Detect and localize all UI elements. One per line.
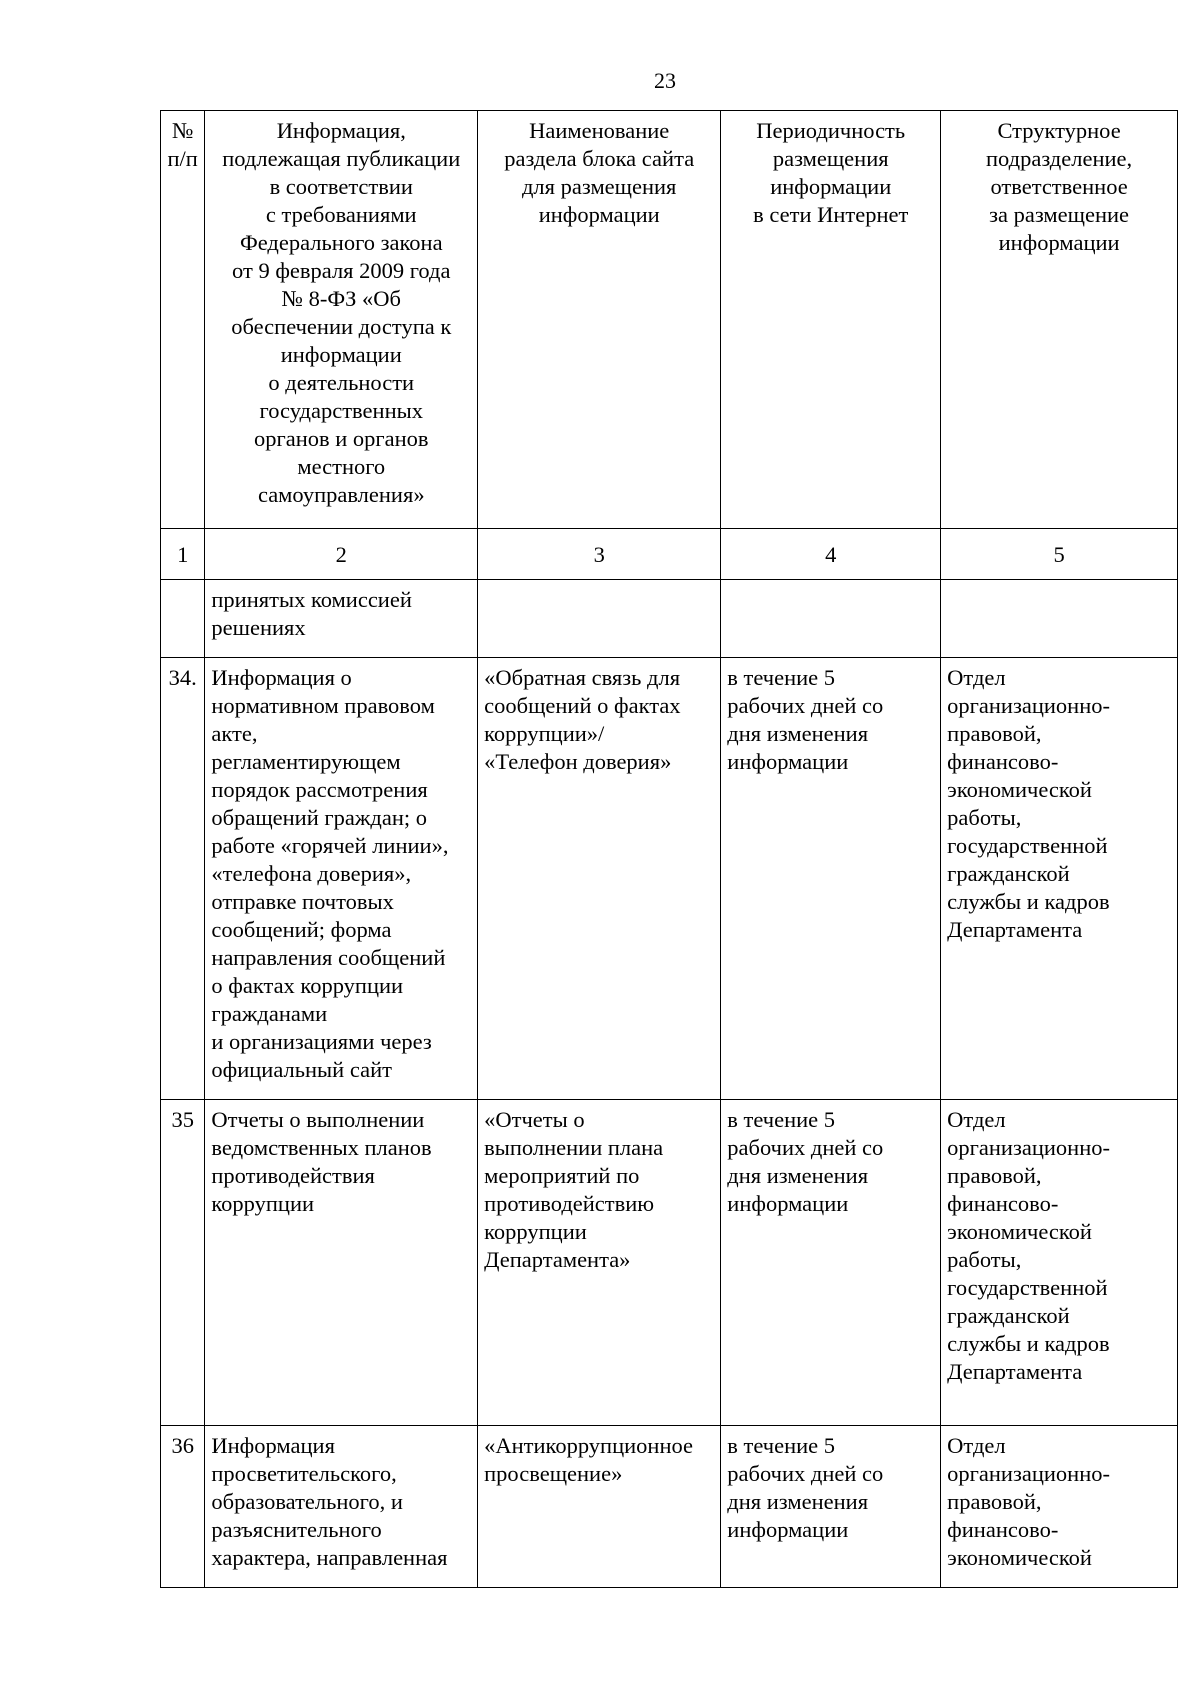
cell-text-line: в течение 5 xyxy=(727,1433,836,1458)
row-info xyxy=(205,1100,478,1426)
cell-text-line: Информация о xyxy=(211,665,352,690)
cell-text-line: рабочих дней со xyxy=(727,1135,884,1160)
page-number: 23 xyxy=(654,68,676,93)
header-section-name xyxy=(478,111,721,529)
table-header-row xyxy=(161,111,1178,529)
cell-text-line: государственных xyxy=(259,398,423,423)
cell-text-line: работе «горячей линии», xyxy=(211,833,449,858)
table-row xyxy=(161,658,1178,1100)
cell-text-line: рабочих дней со xyxy=(727,1461,884,1486)
cell-text-line: в соответствии xyxy=(269,174,413,199)
cell-text-line: финансово- xyxy=(947,749,1059,774)
cell-text-line: государственной xyxy=(947,1275,1108,1300)
cell-text-line: о деятельности xyxy=(268,370,415,395)
cell-text-line: обращений граждан; о xyxy=(211,805,427,830)
cell-text-line: направления сообщений xyxy=(211,945,446,970)
column-number: 2 xyxy=(205,529,478,580)
cell-text-line: информации xyxy=(727,1191,849,1216)
cell-text-line: Департамента» xyxy=(484,1247,631,1272)
cell-text-line: № 8-ФЗ «Об xyxy=(281,286,401,311)
cell-text-line: в течение 5 xyxy=(727,665,836,690)
column-number: 1 xyxy=(161,529,205,580)
cell-text-line: ведомственных планов xyxy=(211,1135,432,1160)
cell-text-line: просветительского, xyxy=(211,1461,397,1486)
table-row xyxy=(161,1100,1178,1426)
cell-text-line: решениях xyxy=(211,615,306,640)
cell-text-line: коррупции xyxy=(484,1219,587,1244)
cell-text-line: противодействию xyxy=(484,1191,655,1216)
cell-text-line: размещения xyxy=(772,146,889,171)
cell-text-line: Отдел xyxy=(947,1107,1006,1132)
cell-text-line: подразделение, xyxy=(986,146,1133,171)
cell-text-line: гражданской xyxy=(947,861,1070,886)
cell-text-line: ответственное xyxy=(990,174,1128,199)
cell-text-line: информации xyxy=(538,202,660,227)
cell-text-line: принятых комиссией xyxy=(211,587,412,612)
cell-text-line: «Отчеты о xyxy=(484,1107,585,1132)
cell-text-line: Отчеты о выполнении xyxy=(211,1107,425,1132)
row-unit xyxy=(941,1100,1178,1426)
cell-text-line: коррупции»/ xyxy=(484,721,605,746)
cell-text-line: местного xyxy=(297,454,386,479)
cell-text-line: финансово- xyxy=(947,1191,1059,1216)
column-number-row xyxy=(161,529,1178,580)
cell-text-line: с требованиями xyxy=(265,202,417,227)
cell-text-line: работы, xyxy=(947,805,1022,830)
row-number: 34. xyxy=(161,658,205,1100)
header-responsible-unit xyxy=(941,111,1178,529)
cell-text-line: информации xyxy=(280,342,402,367)
cell-text-line: в сети Интернет xyxy=(753,202,909,227)
information-table xyxy=(160,110,1178,1588)
cell-text-line: мероприятий по xyxy=(484,1163,640,1188)
cell-text-line: Информация, xyxy=(276,118,406,143)
cell-text-line: Отдел xyxy=(947,665,1006,690)
cell-text-line: просвещение» xyxy=(484,1461,623,1486)
cell-text-line: «телефона доверия», xyxy=(211,861,412,886)
cell-text-line: в течение 5 xyxy=(727,1107,836,1132)
cell-text-line: дня изменения xyxy=(727,1489,869,1514)
cell-text-line: «Обратная связь для xyxy=(484,665,681,690)
cell-text-line: отправке почтовых xyxy=(211,889,394,914)
cell-text-line: Федерального закона xyxy=(239,230,443,255)
cell-text-line: рабочих дней со xyxy=(727,693,884,718)
cell-text-line: дня изменения xyxy=(727,721,869,746)
cell-text-line: службы и кадров xyxy=(947,889,1110,914)
cell-text-line: подлежащая публикации xyxy=(222,146,461,171)
row-section xyxy=(478,1100,721,1426)
cell-text-line: информации xyxy=(770,174,892,199)
row-period xyxy=(721,1100,941,1426)
cell-text-line: раздела блока сайта xyxy=(504,146,695,171)
cell-text-line: информации xyxy=(998,230,1120,255)
cell-text-line: для размещения xyxy=(521,174,677,199)
cell-text-line: Периодичность xyxy=(756,118,906,143)
cell-text-line: от 9 февраля 2009 года xyxy=(232,258,451,283)
continuation-period xyxy=(721,580,941,658)
cell-text-line: коррупции xyxy=(211,1191,315,1216)
header-periodicity xyxy=(721,111,941,529)
cell-text-line: самоуправления» xyxy=(257,482,425,507)
cell-text-line: и организациями через xyxy=(211,1029,432,1054)
cell-text-line: Наименование xyxy=(529,118,670,143)
row-number: 35 xyxy=(161,1100,205,1426)
cell-text-line: экономической xyxy=(947,1219,1092,1244)
cell-text-line: организационно- xyxy=(947,1135,1111,1160)
cell-text-line: сообщений; форма xyxy=(211,917,392,942)
cell-text-line: правовой, xyxy=(947,1163,1042,1188)
cell-text-line: экономической xyxy=(947,1545,1092,1570)
cell-text-line: Отдел xyxy=(947,1433,1006,1458)
column-number: 5 xyxy=(941,529,1178,580)
cell-text-line: № xyxy=(171,118,194,143)
continuation-number xyxy=(161,580,205,658)
cell-text-line: органов и органов xyxy=(253,426,429,451)
cell-text-line: Структурное xyxy=(997,118,1121,143)
cell-text-line: за размещение xyxy=(989,202,1130,227)
row-period xyxy=(721,658,941,1100)
cell-text-line: нормативном правовом xyxy=(211,693,435,718)
cell-text-line: п/п xyxy=(167,146,198,171)
cell-text-line: о фактах коррупции xyxy=(211,973,404,998)
cell-text-line: «Телефон доверия» xyxy=(484,749,672,774)
cell-text-line: характера, направленная xyxy=(211,1545,448,1570)
row-section xyxy=(478,658,721,1100)
row-section xyxy=(478,1426,721,1588)
cell-text-line: Департамента xyxy=(947,917,1083,942)
cell-text-line: выполнении плана xyxy=(484,1135,664,1160)
cell-text-line: государственной xyxy=(947,833,1108,858)
cell-text-line: дня изменения xyxy=(727,1163,869,1188)
cell-text-line: гражданской xyxy=(947,1303,1070,1328)
header-number xyxy=(161,111,205,529)
cell-text-line: обеспечении доступа к xyxy=(231,314,452,339)
cell-text-line: финансово- xyxy=(947,1517,1059,1542)
row-info xyxy=(205,658,478,1100)
table-row xyxy=(161,1426,1178,1588)
continuation-row xyxy=(161,580,1178,658)
cell-text-line: работы, xyxy=(947,1247,1022,1272)
cell-text-line: экономической xyxy=(947,777,1092,802)
cell-text-line: сообщений о фактах xyxy=(484,693,681,718)
cell-text-line: организационно- xyxy=(947,1461,1111,1486)
cell-text-line: Информация xyxy=(211,1433,335,1458)
cell-text-line: Департамента xyxy=(947,1359,1083,1384)
continuation-info xyxy=(205,580,478,658)
cell-text-line: правовой, xyxy=(947,721,1042,746)
column-number: 4 xyxy=(721,529,941,580)
cell-text-line: официальный сайт xyxy=(211,1057,392,1082)
header-information xyxy=(205,111,478,529)
row-info xyxy=(205,1426,478,1588)
row-number: 36 xyxy=(161,1426,205,1588)
row-unit xyxy=(941,1426,1178,1588)
cell-text-line: службы и кадров xyxy=(947,1331,1110,1356)
continuation-section xyxy=(478,580,721,658)
cell-text-line: гражданами xyxy=(211,1001,328,1026)
cell-text-line: противодействия xyxy=(211,1163,375,1188)
cell-text-line: информации xyxy=(727,749,849,774)
row-period xyxy=(721,1426,941,1588)
row-unit xyxy=(941,658,1178,1100)
continuation-unit xyxy=(941,580,1178,658)
cell-text-line: разъяснительного xyxy=(211,1517,382,1542)
cell-text-line: «Антикоррупционное xyxy=(484,1433,694,1458)
cell-text-line: порядок рассмотрения xyxy=(211,777,428,802)
cell-text-line: информации xyxy=(727,1517,849,1542)
column-number: 3 xyxy=(478,529,721,580)
cell-text-line: правовой, xyxy=(947,1489,1042,1514)
cell-text-line: регламентирующем xyxy=(211,749,401,774)
cell-text-line: образовательного, и xyxy=(211,1489,403,1514)
cell-text-line: организационно- xyxy=(947,693,1111,718)
cell-text-line: акте, xyxy=(211,721,258,746)
